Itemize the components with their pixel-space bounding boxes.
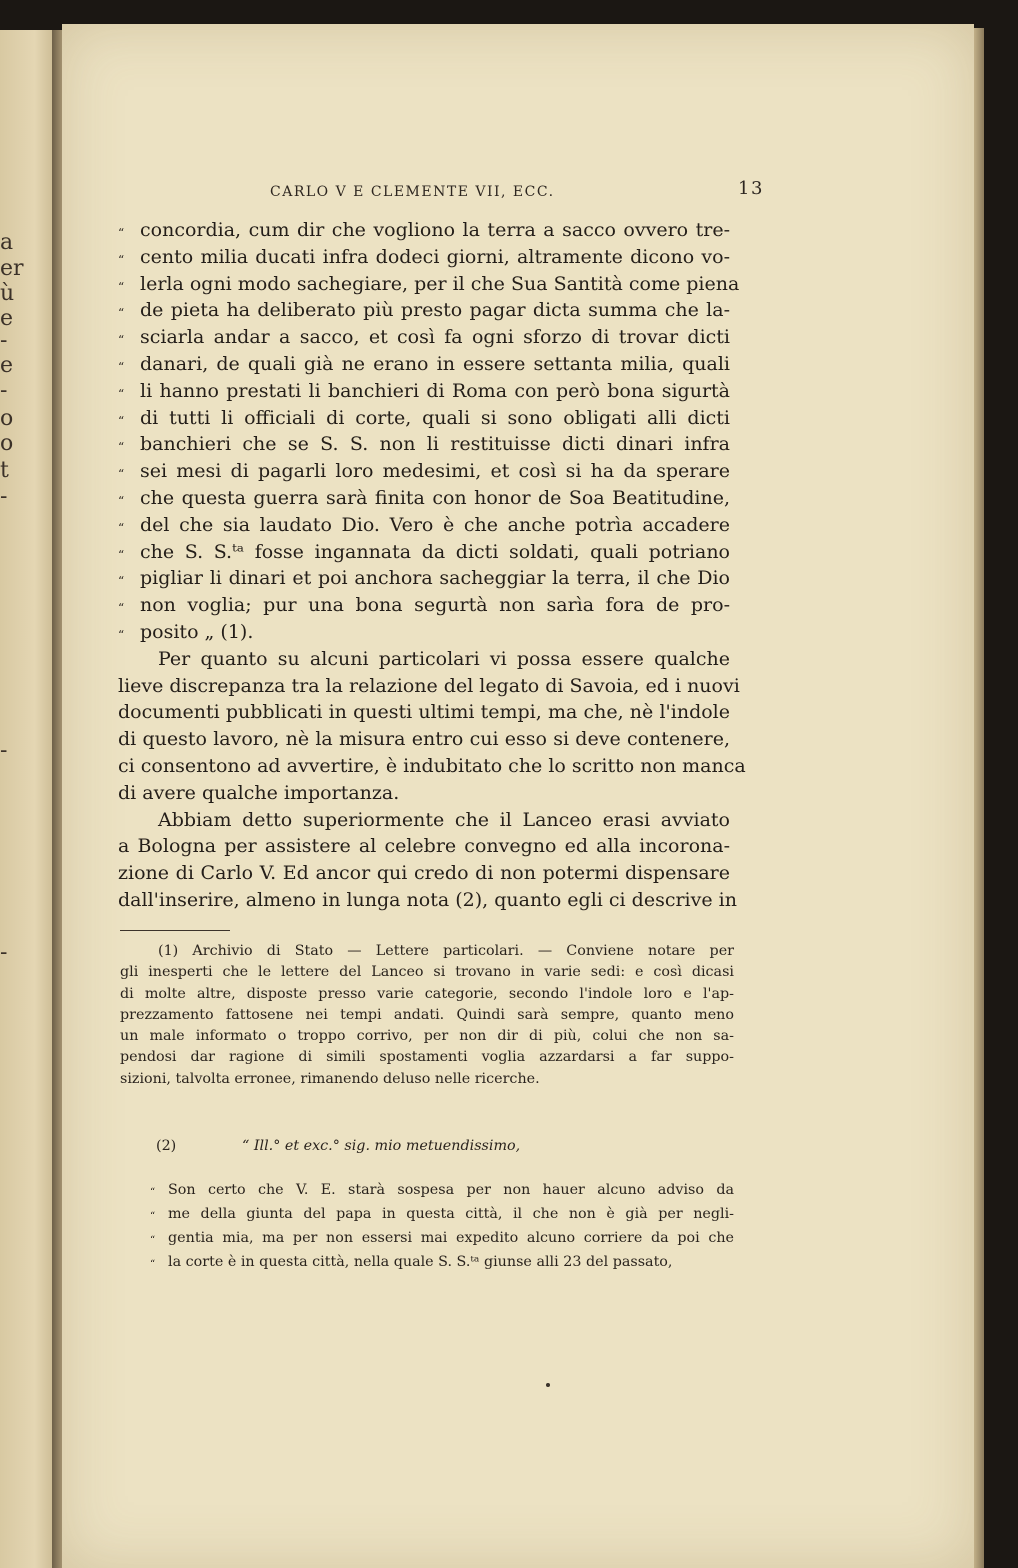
margin-fragment: e xyxy=(0,353,14,378)
text-line xyxy=(118,753,746,780)
line-text: di tutti li officiali di corte, quali si sono obligati alli dicti xyxy=(140,406,730,429)
footnote-line xyxy=(150,1178,734,1202)
footnote-line xyxy=(150,1202,734,1226)
line-text: prezzamento fattosene nei tempi andati. Quindi sarà sempre, quanto meno xyxy=(120,1006,734,1023)
margin-fragment: - xyxy=(0,738,8,763)
margin-fragment: - xyxy=(0,378,8,403)
text-line xyxy=(118,887,737,914)
text-line xyxy=(118,217,730,244)
line-text: che S. S.ᵗᵃ fosse ingannata da dicti soldati, quali potriano xyxy=(140,540,730,563)
footnote-line xyxy=(120,962,734,983)
line-text: gentia mia, ma per non essersi mai expedito alcuno corriere da poi che xyxy=(168,1230,734,1246)
quote-mark: “ xyxy=(118,520,125,535)
quoted-letter xyxy=(118,217,740,646)
quote-mark: “ xyxy=(150,1259,156,1270)
quote-mark: “ xyxy=(118,306,125,321)
line-text: di molte altre, disposte presso varie categorie, secondo l'indole loro e l'ap- xyxy=(120,985,734,1002)
margin-fragment: o xyxy=(0,431,14,456)
line-text: sciarla andar a sacco, et così fa ogni sforzo di trovar dicti xyxy=(140,326,730,349)
line-text: Abbiam detto superiormente che il Lanceo erasi avviato xyxy=(158,808,730,831)
line-text: sizioni, talvolta erronee, rimanendo deluso nelle ricerche. xyxy=(120,1070,540,1087)
text-line xyxy=(118,351,730,378)
page-number: 13 xyxy=(738,178,764,199)
ink-speck xyxy=(546,1383,550,1387)
paragraph xyxy=(118,807,737,914)
line-text: pigliar li dinari et poi anchora sacheggiar la terra, il che Dio xyxy=(140,567,730,590)
main-text xyxy=(118,217,746,914)
footnote-2-salutation: “ Ill.° et exc.° sig. mio metuendissimo, xyxy=(242,1138,521,1154)
footnote-line xyxy=(120,1005,734,1026)
text-line xyxy=(118,405,730,432)
line-text: li hanno prestati li banchieri di Roma con però bona sigurtà xyxy=(140,379,730,402)
line-text: de pieta ha deliberato più presto pagar dicta summa che la- xyxy=(140,299,730,322)
text-line xyxy=(118,271,740,298)
text-line xyxy=(118,673,740,700)
quote-mark: “ xyxy=(118,333,125,348)
footnote-line xyxy=(120,1026,734,1047)
margin-fragment: ù xyxy=(0,281,15,306)
text-line xyxy=(118,539,730,566)
footnote-2-body xyxy=(150,1178,734,1274)
footnote-line xyxy=(120,984,734,1005)
line-text: di avere qualche importanza. xyxy=(118,781,400,804)
text-line xyxy=(118,780,730,807)
quote-mark: “ xyxy=(118,627,125,642)
text-line xyxy=(118,646,730,673)
line-text: Son certo che V. E. starà sospesa per non hauer alcuno adviso da xyxy=(168,1182,734,1198)
text-line xyxy=(118,378,730,405)
line-text: concordia, cum dir che vogliono la terra a sacco ovvero tre- xyxy=(140,219,730,241)
text-line xyxy=(118,324,730,351)
text-line xyxy=(118,619,730,646)
quote-mark: “ xyxy=(118,279,125,294)
quote-mark: “ xyxy=(118,574,125,589)
margin-fragment: a xyxy=(0,230,14,255)
text-line xyxy=(118,431,730,458)
line-text: danari, de quali già ne erano in essere settanta milia, quali xyxy=(140,352,730,375)
line-text: posito „ (1). xyxy=(140,620,254,643)
line-text: che questa guerra sarà finita con honor de Soa Beatitudine, xyxy=(140,486,730,509)
margin-fragment: - xyxy=(0,940,8,965)
text-line xyxy=(118,860,730,887)
quote-mark: “ xyxy=(150,1187,156,1198)
text-line xyxy=(118,807,730,834)
quote-mark: “ xyxy=(118,547,125,562)
margin-fragment: e xyxy=(0,306,14,331)
quote-mark: “ xyxy=(118,359,125,374)
line-text: del che sia laudato Dio. Vero è che anche potrìa accadere xyxy=(140,513,730,536)
quote-mark: “ xyxy=(118,467,125,482)
line-text: documenti pubblicati in questi ultimi tempi, ma che, nè l'indole xyxy=(118,701,730,724)
line-text: zione di Carlo V. Ed ancor qui credo di non potermi dispensare xyxy=(118,862,730,885)
line-text: Per quanto su alcuni particolari vi possa essere qualche xyxy=(158,647,730,670)
footnote-line xyxy=(120,941,734,962)
line-text: di questo lavoro, nè la misura entro cui esso si deve contenere, xyxy=(118,728,730,751)
margin-fragment: - xyxy=(0,484,8,509)
quote-mark: “ xyxy=(150,1211,156,1222)
line-text: me della giunta del papa in questa città, il che non è già per negli- xyxy=(168,1206,734,1222)
line-text: pendosi dar ragione di simili spostamenti voglia azzardarsi a far suppo- xyxy=(120,1049,734,1066)
line-text: banchieri che se S. S. non li restituisse dicti dinari infra xyxy=(140,433,730,456)
quote-mark: “ xyxy=(118,226,125,240)
left-facing-page xyxy=(0,30,58,1568)
footnote-line xyxy=(150,1226,734,1250)
line-text: dall'inserire, almeno in lunga nota (2), quanto egli ci descrive in xyxy=(118,888,737,911)
footnote-line xyxy=(120,1047,734,1068)
line-text: sei mesi di pagarli loro medesimi, et così si ha da sperare xyxy=(140,460,730,483)
text-line xyxy=(118,244,730,271)
text-line xyxy=(118,833,730,860)
footnote-1 xyxy=(120,941,734,1090)
text-line xyxy=(118,512,730,539)
paragraph xyxy=(118,646,746,807)
quote-mark: “ xyxy=(150,1235,156,1246)
footnote-rule xyxy=(120,930,230,931)
line-text: lerla ogni modo sachegiare, per il che Sua Santità come piena xyxy=(140,272,740,295)
quote-mark: “ xyxy=(118,413,125,428)
line-text: cento milia ducati infra dodeci giorni, altramente dicono vo- xyxy=(140,245,730,268)
quote-mark: “ xyxy=(118,386,125,401)
text-line xyxy=(118,485,730,512)
text-line xyxy=(118,458,730,485)
quote-mark: “ xyxy=(118,440,125,455)
margin-fragment: er xyxy=(0,256,24,281)
line-text: a Bologna per assistere al celebre convegno ed alla incorona- xyxy=(118,835,730,858)
quote-mark: “ xyxy=(118,252,125,267)
running-title: CARLO V E CLEMENTE VII, ECC. xyxy=(270,184,555,200)
footnote-line xyxy=(150,1250,734,1274)
line-text: non voglia; pur una bona segurtà non sarìa fora de pro- xyxy=(140,594,730,617)
line-text: lieve discrepanza tra la relazione del legato di Savoia, ed i nuovi xyxy=(118,674,740,697)
text-line xyxy=(118,699,730,726)
text-line xyxy=(118,297,730,324)
margin-fragment: o xyxy=(0,406,14,431)
margin-fragment: t xyxy=(0,458,9,483)
text-line xyxy=(118,565,730,592)
footnote-line xyxy=(120,1069,734,1090)
line-text: gli inesperti che le lettere del Lanceo si trovano in varie sedi: e così dicasi xyxy=(120,964,734,981)
line-text: ci consentono ad avvertire, è indubitato che lo scritto non manca xyxy=(118,754,746,777)
text-line xyxy=(118,592,730,619)
quote-mark: “ xyxy=(118,493,125,508)
quote-mark: “ xyxy=(118,601,125,616)
text-line xyxy=(118,726,730,753)
margin-fragment: - xyxy=(0,328,8,353)
footnote-2-number: (2) xyxy=(156,1138,177,1154)
line-text: (1) Archivio di Stato — Lettere particolari. — Conviene notare per xyxy=(158,943,734,959)
line-text: la corte è in questa città, nella quale S. S.ᵗᵃ giunse alli 23 del passato, xyxy=(168,1254,673,1270)
page-edge xyxy=(974,28,984,1568)
line-text: un male informato o troppo corrivo, per non dir di più, colui che non sa- xyxy=(120,1028,734,1045)
